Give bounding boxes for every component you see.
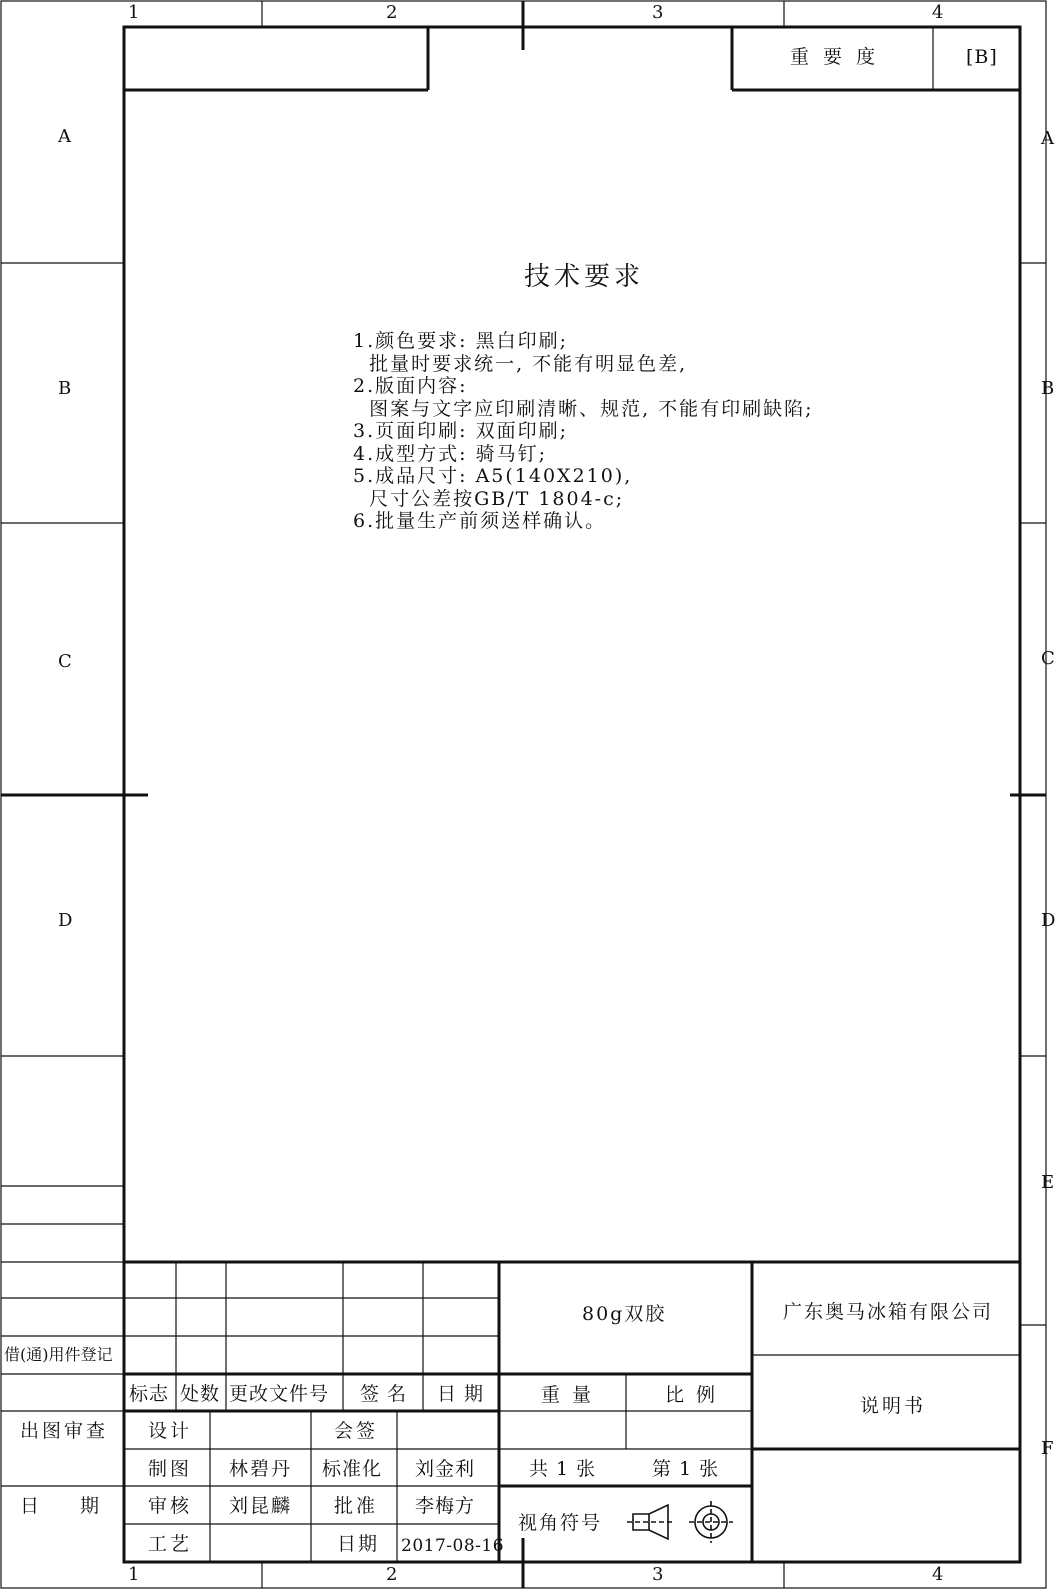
importance-value: [B] [966, 46, 998, 68]
requirement-line: 批量时要求统一, 不能有明显色差, [353, 352, 688, 375]
requirements-title: 技术要求 [524, 262, 645, 292]
requirement-line: 4.成型方式: 骑马钉; [353, 442, 547, 465]
requirement-line: 6.批量生产前须送样确认。 [353, 510, 607, 532]
left-date-label: 日 期 [20, 1495, 101, 1517]
column-marker-3: 3 [652, 2, 664, 23]
column-marker-1-bottom: 1 [128, 1564, 140, 1585]
standardization-label: 标准化 [322, 1458, 383, 1480]
row-marker-a-right: A [1041, 128, 1054, 149]
date-label: 日期 [337, 1533, 380, 1555]
requirement-line: 尺寸公差按GB/T 1804-c; [353, 487, 625, 510]
scale-label: 比 例 [665, 1384, 719, 1406]
header-mark: 标志 [129, 1383, 170, 1405]
row-marker-c: C [58, 651, 72, 672]
projection-label: 视角符号 [518, 1512, 603, 1534]
requirements-list [353, 330, 814, 533]
sheet-number: 第 1 张 [652, 1458, 720, 1480]
total-sheets: 共 1 张 [529, 1458, 597, 1480]
approval-label: 批准 [334, 1495, 379, 1517]
column-marker-3-bottom: 3 [652, 1564, 664, 1585]
standardizer-name: 刘金利 [415, 1458, 476, 1480]
weight-label: 重 量 [541, 1384, 595, 1406]
process-label: 工艺 [148, 1533, 193, 1555]
requirement-line: 1.颜色要求: 黑白印刷; [353, 330, 568, 352]
column-marker-2: 2 [386, 2, 398, 23]
row-marker-c-right: C [1041, 648, 1055, 669]
drafter-name: 林碧丹 [229, 1458, 293, 1480]
material-spec: 80g双胶 [582, 1303, 667, 1325]
requirement-line: 5.成品尺寸: A5(140X210), [353, 465, 633, 487]
design-label: 设计 [148, 1420, 193, 1442]
column-marker-2-bottom: 2 [386, 1564, 398, 1585]
checker-name: 刘昆麟 [229, 1495, 293, 1517]
header-count: 处数 [180, 1383, 221, 1405]
registration-label: 借(通)用件登记 [4, 1345, 113, 1364]
requirement-line: 图案与文字应印刷清晰、规范, 不能有印刷缺陷; [353, 397, 814, 420]
row-marker-b: B [58, 378, 72, 399]
first-angle-projection-icon [627, 1501, 733, 1543]
requirement-line: 3.页面印刷: 双面印刷; [353, 420, 568, 442]
row-marker-d-right: D [1041, 910, 1056, 931]
drawing-name: 说明书 [860, 1395, 927, 1417]
approver-name: 李梅方 [415, 1495, 476, 1517]
drawing-review-label: 出图审查 [20, 1420, 109, 1442]
date-value: 2017-08-16 [401, 1536, 505, 1556]
requirement-line: 2.版面内容: [353, 375, 468, 397]
column-marker-4-bottom: 4 [932, 1564, 944, 1585]
row-marker-e-right: E [1041, 1172, 1055, 1193]
row-marker-d: D [58, 910, 73, 931]
header-change-doc: 更改文件号 [229, 1383, 330, 1405]
company-name: 广东奥马冰箱有限公司 [783, 1301, 994, 1323]
header-signature: 签 名 [360, 1383, 408, 1405]
checking-label: 审核 [148, 1495, 193, 1517]
importance-label: 重 要 度 [790, 46, 880, 68]
column-marker-4: 4 [932, 2, 944, 23]
header-date: 日 期 [437, 1383, 485, 1405]
row-marker-a: A [58, 126, 71, 147]
column-marker-1: 1 [128, 2, 140, 23]
row-marker-b-right: B [1041, 378, 1055, 399]
countersign-label: 会签 [334, 1420, 379, 1442]
drafting-label: 制图 [148, 1458, 193, 1480]
row-marker-f-right: F [1041, 1438, 1054, 1459]
